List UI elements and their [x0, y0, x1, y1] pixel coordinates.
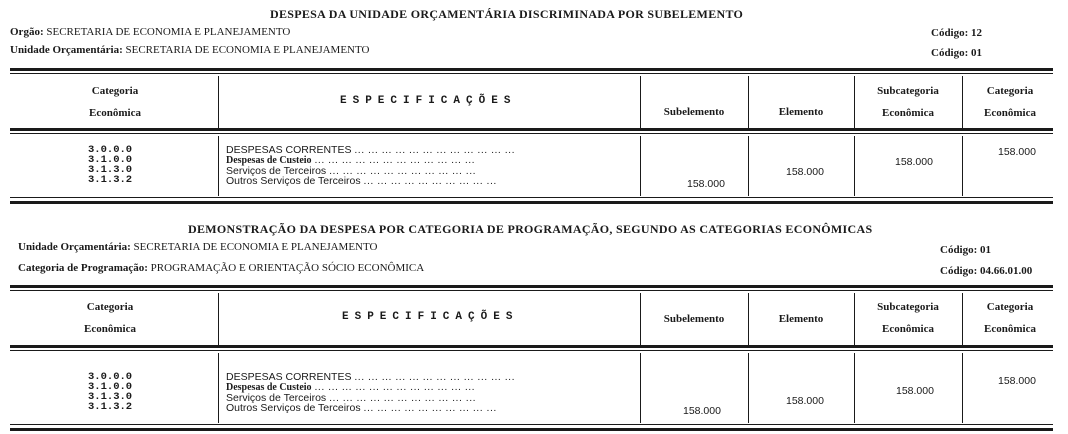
value-subelemento: 158.000: [683, 405, 721, 417]
table1-bottom-rule-2: [10, 201, 1053, 204]
section1-title: DESPESA DA UNIDADE ORÇAMENTÁRIA DISCRIMINADA POR SUBELEMENTO: [270, 7, 744, 21]
categoria-programacao-line: [18, 262, 424, 274]
codes-column: [88, 372, 132, 412]
header-especificacoes: ESPECIFICAÇÕES: [340, 95, 517, 107]
spec-label: Serviços de Terceiros: [226, 392, 327, 404]
value-subcategoria: 158.000: [896, 385, 934, 397]
table2-header-rule: [10, 345, 1053, 348]
unidade-value-1: SECRETARIA DE ECONOMIA E PLANEJAMENTO: [125, 44, 370, 56]
spec-label: DESPESAS CORRENTES: [226, 371, 352, 383]
table1-header-rule-2: [10, 133, 1053, 134]
unidade-line-2: [18, 241, 377, 253]
codes-column: [88, 145, 132, 185]
spec-row: [226, 403, 515, 413]
header-subelemento: Subelemento: [663, 313, 725, 325]
code-item: 3.1.0.0: [88, 381, 133, 393]
spec-dots: ... ... ... ... ... ... ... ... ... ... ... ...: [314, 154, 476, 166]
orgao-value: SECRETARIA DE ECONOMIA E PLANEJAMENTO: [46, 26, 291, 38]
header-subcategoria-economica: [854, 296, 962, 340]
spec-dots: ... ... ... ... ... ... ... ... ... ... ... ...: [314, 381, 476, 393]
code-item: 3.1.3.2: [88, 174, 133, 186]
header-categoria-economica-2: [962, 296, 1058, 340]
code-item: 3.1.3.0: [88, 391, 133, 403]
spec-dots: ... ... ... ... ... ... ... ... ... ...: [363, 175, 497, 187]
spec-dots: ... ... ... ... ... ... ... ... ... ...: [363, 402, 497, 414]
specs-column: [226, 372, 515, 413]
value-subelemento: 158.000: [687, 178, 725, 190]
header-economica: Econômica: [984, 107, 1036, 119]
table1-divider: [640, 136, 641, 196]
table2-bottom-rule: [10, 424, 1053, 425]
spec-dots: ... ... ... ... ... ... ... ... ... ... ... ...: [354, 144, 515, 156]
table1-divider: [218, 76, 219, 128]
unidade-codigo-2: Código: 01: [940, 244, 992, 256]
table1-top-rule-2: [10, 73, 1053, 74]
categoria-programacao-label: Categoria de Programação:: [18, 262, 148, 274]
table2-divider: [218, 353, 219, 423]
table2-divider: [748, 353, 749, 423]
table2-divider: [962, 353, 963, 423]
header-economica: Econômica: [89, 107, 141, 119]
unidade-label-2: Unidade Orçamentária:: [18, 241, 131, 253]
header-categoria: Categoria: [91, 85, 139, 97]
table2-bottom-rule-2: [10, 428, 1053, 431]
header-categoria-economica: [60, 80, 170, 124]
orgao-label: Orgão:: [10, 26, 44, 38]
orgao-codigo: Código: 12: [931, 27, 983, 39]
code-item: 3.1.3.0: [88, 164, 133, 176]
header-categoria: Categoria: [986, 301, 1034, 313]
spec-label: Serviços de Terceiros: [226, 165, 327, 177]
table1-bottom-rule: [10, 197, 1053, 198]
header-subcategoria: Subcategoria: [877, 301, 939, 313]
table2-header-rule-2: [10, 350, 1053, 351]
spec-label: Outros Serviços de Terceiros: [226, 402, 361, 414]
header-subelemento: Subelemento: [663, 106, 725, 118]
spec-label: Despesas de Custeio: [226, 382, 312, 393]
unidade-codigo-1: Código: 01: [931, 47, 983, 59]
table2-top-rule: [10, 285, 1053, 288]
categoria-programacao-value: PROGRAMAÇÃO E ORIENTAÇÃO SÓCIO ECONÔMICA: [150, 262, 425, 274]
value-subcategoria: 158.000: [895, 156, 933, 168]
table1-header-rule: [10, 128, 1053, 131]
value-categoria: 158.000: [998, 375, 1036, 387]
spec-label: Despesas de Custeio: [226, 155, 312, 166]
table2-divider: [854, 353, 855, 423]
header-categoria: Categoria: [986, 85, 1034, 97]
spec-dots: ... ... ... ... ... ... ... ... ... ... ... ...: [354, 371, 515, 383]
table2-top-rule-2: [10, 290, 1053, 291]
header-economica: Econômica: [984, 323, 1036, 335]
code-item: 3.0.0.0: [88, 144, 133, 156]
header-categoria: Categoria: [86, 301, 134, 313]
header-especificacoes: ESPECIFICAÇÕES: [342, 311, 519, 323]
header-subcategoria-economica: [854, 80, 962, 124]
spec-dots: ... ... ... ... ... ... ... ... ... ... ...: [329, 392, 477, 404]
header-categoria-economica-2: [962, 80, 1058, 124]
table2-divider: [218, 293, 219, 345]
spec-row: [226, 176, 515, 186]
value-elemento: 158.000: [786, 395, 824, 407]
header-categoria-economica: [55, 296, 165, 340]
header-economica: Econômica: [882, 107, 934, 119]
code-item: 3.0.0.0: [88, 371, 133, 383]
table1-top-rule: [10, 68, 1053, 71]
table1-divider: [962, 136, 963, 196]
table1-divider: [748, 136, 749, 196]
header-elemento: Elemento: [778, 313, 824, 325]
section2-title: DEMONSTRAÇÃO DA DESPESA POR CATEGORIA DE PROGRAMAÇÃO, SEGUNDO AS CATEGORIAS ECONÔMICAS: [188, 222, 873, 236]
unidade-value-2: SECRETARIA DE ECONOMIA E PLANEJAMENTO: [133, 241, 378, 253]
table2-divider: [640, 353, 641, 423]
orgao-line: [10, 26, 290, 38]
header-economica: Econômica: [84, 323, 136, 335]
header-economica: Econômica: [882, 323, 934, 335]
spec-dots: ... ... ... ... ... ... ... ... ... ... ...: [329, 165, 477, 177]
unidade-label-1: Unidade Orçamentária:: [10, 44, 123, 56]
table1-divider: [854, 136, 855, 196]
code-item: 3.1.3.2: [88, 401, 133, 413]
specs-column: [226, 145, 515, 186]
spec-label: DESPESAS CORRENTES: [226, 144, 352, 156]
categoria-codigo: Código: 04.66.01.00: [940, 265, 1033, 277]
code-item: 3.1.0.0: [88, 154, 133, 166]
unidade-line-1: [10, 44, 369, 56]
table1-divider: [218, 136, 219, 196]
spec-label: Outros Serviços de Terceiros: [226, 175, 361, 187]
value-categoria: 158.000: [998, 146, 1036, 158]
header-subcategoria: Subcategoria: [877, 85, 939, 97]
header-elemento: Elemento: [778, 106, 824, 118]
value-elemento: 158.000: [786, 166, 824, 178]
